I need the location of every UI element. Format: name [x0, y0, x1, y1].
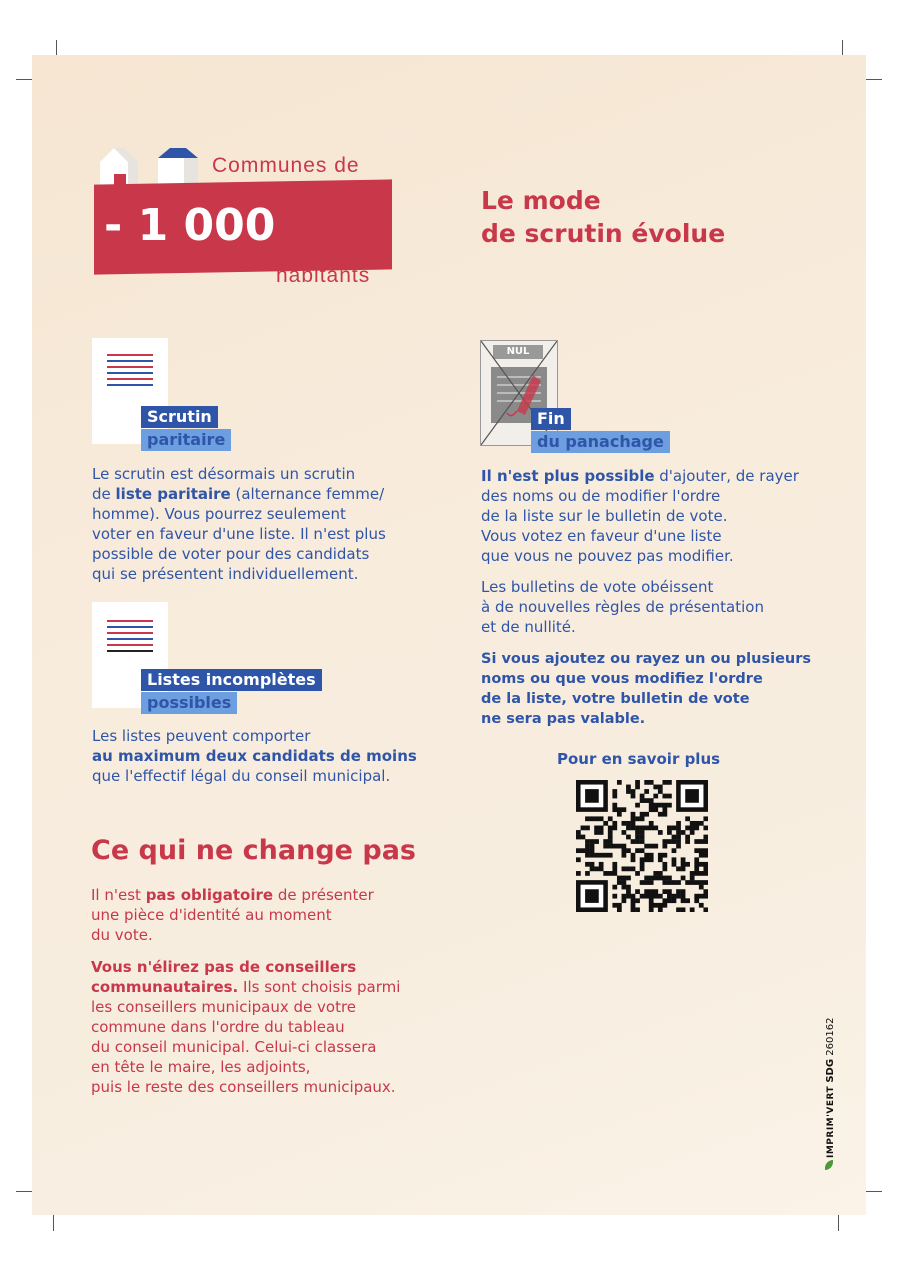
nul-label: NUL	[493, 345, 543, 359]
habitants-label: habitants	[276, 264, 371, 287]
unchanged-paragraph-1: Il n'est pas obligatoire de présenter une pièce d'identité au moment du vote.	[91, 886, 374, 944]
fin-paragraph-2: Les bulletins de vote obéissent à de nouvelles règles de présentation et de nullité.	[481, 578, 764, 636]
fin-paragraph-3: Si vous ajoutez ou rayez un ou plusieurs noms ou que vous modifiez l'ordre de la liste, votre bulletin de vote ne sera pas valable.	[481, 651, 812, 727]
fin-paragraph-1: Il n'est plus possible d'ajouter, de rayer des noms ou de modifier l'ordre de la liste sur le bulletin de vote. Vous votez en faveur d'une liste que vous ne pouvez pas modifier.	[481, 467, 799, 565]
listes-paragraph: Les listes peuvent comporter au maximum deux candidats de moins que l'effectif légal du conseil municipal.	[92, 727, 417, 785]
population-number: - 1 000	[104, 200, 276, 251]
listes-incompletes-tag: Listes incomplètes	[141, 669, 322, 691]
imprim-vert-mark: IMPRIM'VERT SDG 260162	[808, 1030, 828, 1170]
panachage-tag: du panachage	[531, 431, 670, 453]
unchanged-title: Ce qui ne change pas	[91, 835, 416, 866]
scrutin-paragraph: Le scrutin est désormais un scrutin de liste paritaire (alternance femme/ homme). Vous pourrez seulement voter en faveur d'une liste. Il n'est plus possible de voter pour des candidats qui se présentent individuellement.	[92, 465, 386, 583]
unchanged-paragraph-2: Vous n'élirez pas de conseillers communautaires. Ils sont choisis parmi les conseillers municipaux de votre commune dans l'ordre du tableau du conseil municipal. Celui-ci classera en tête le maire, les adjoints, puis le reste des conseillers municipaux.	[91, 958, 401, 1096]
savoir-plus-label: Pour en savoir plus	[557, 750, 721, 768]
main-title: Le mode de scrutin évolue	[481, 186, 726, 248]
leaf-icon	[825, 1160, 833, 1170]
paritaire-tag: paritaire	[141, 429, 231, 451]
fin-tag: Fin	[531, 408, 571, 430]
communes-de-label: Communes de	[212, 154, 360, 177]
possibles-tag: possibles	[141, 692, 237, 714]
scrutin-tag: Scrutin	[141, 406, 218, 428]
qr-code[interactable]	[576, 780, 708, 912]
